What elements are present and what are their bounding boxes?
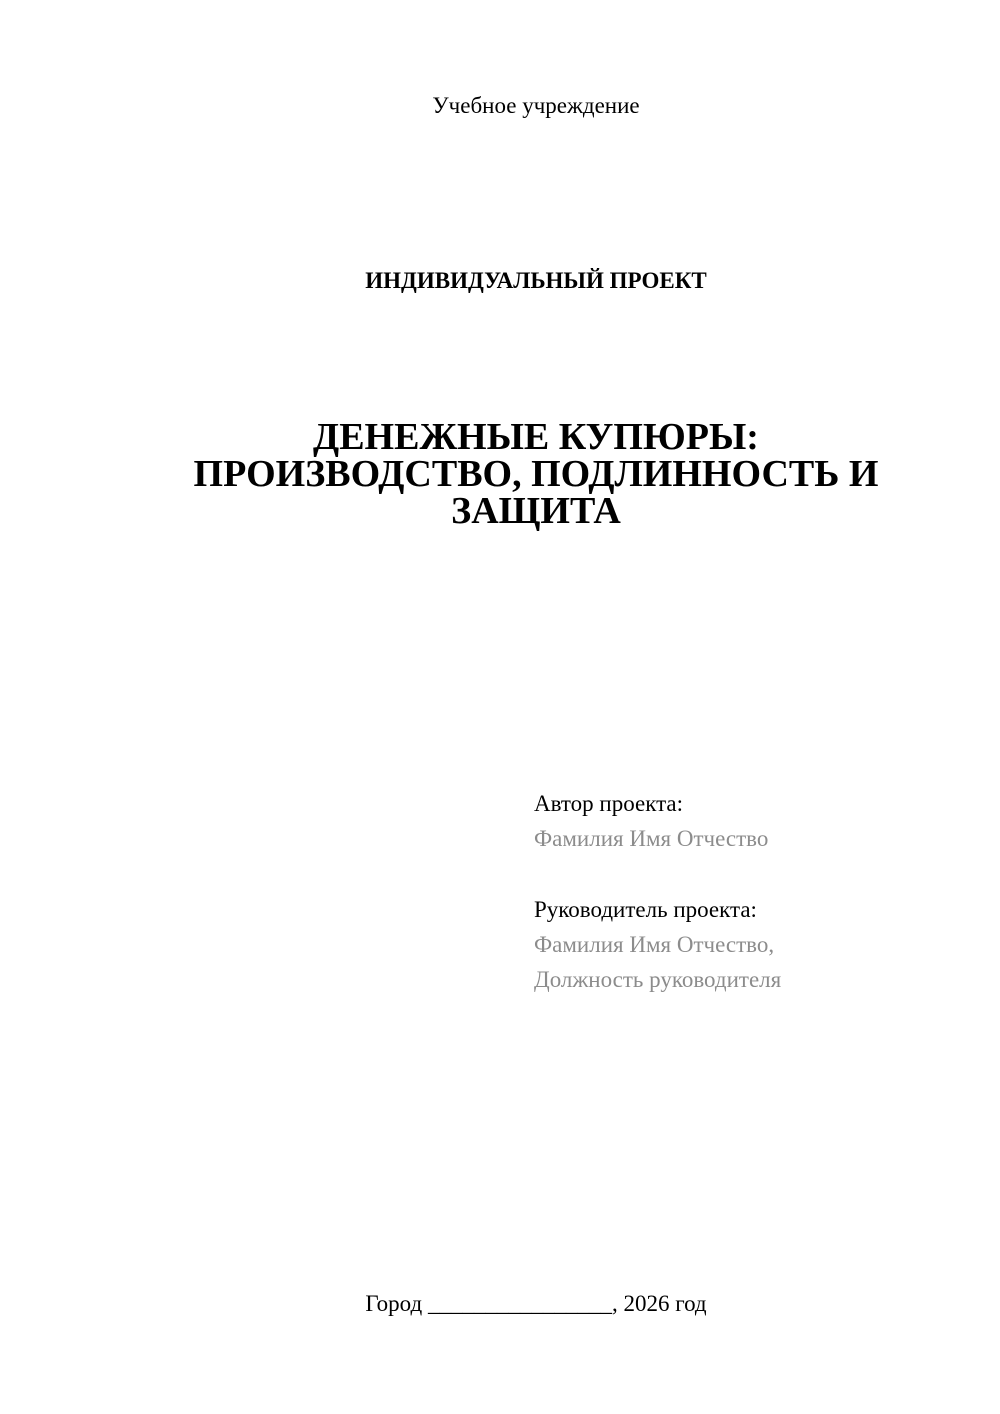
project-title-line: ПРОИЗВОДСТВО, ПОДЛИННОСТЬ И <box>193 453 879 495</box>
author-block <box>534 786 974 856</box>
supervisor-name: Фамилия Имя Отчество, <box>534 932 775 957</box>
project-title-line: ЗАЩИТА <box>451 490 621 532</box>
author-name: Фамилия Имя Отчество <box>534 826 769 851</box>
document-type: ИНДИВИДУАЛЬНЫЙ ПРОЕКТ <box>365 268 707 293</box>
author-label: Автор проекта: <box>534 791 683 816</box>
supervisor-block <box>534 892 974 997</box>
project-title-line: ДЕНЕЖНЫЕ КУПЮРЫ: <box>313 416 759 458</box>
supervisor-position: Должность руководителя <box>534 967 782 992</box>
city-year-footer: Город ________________, 2026 год <box>365 1291 707 1316</box>
supervisor-label: Руководитель проекта: <box>534 897 757 922</box>
institution-name: Учебное учреждение <box>432 93 640 118</box>
project-title <box>150 416 922 532</box>
